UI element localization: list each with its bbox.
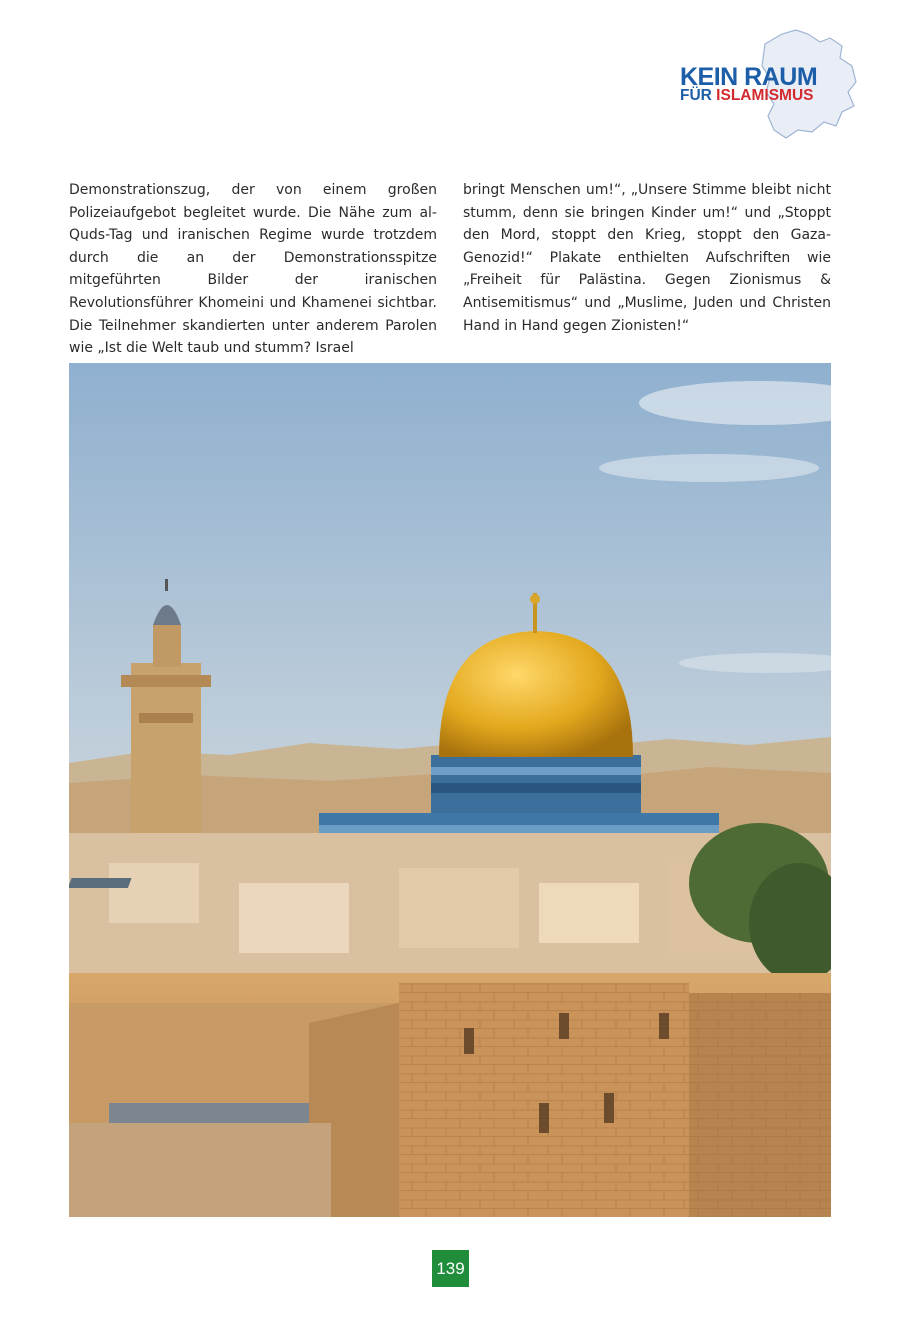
logo-kein-raum <box>670 26 870 142</box>
logo-subtitle-highlight: ISLAMISMUS <box>716 87 814 104</box>
logo-subtitle <box>680 88 813 104</box>
article-column-right: bringt Menschen um!“, „Unsere Stimme bleibt nicht stumm, denn sie bringen Kinder um!“ und „Stoppt den Mord, stoppt den Krieg, stoppt den Gaza-Genozid!“ Plakate enthielten Aufschriften wie „Freiheit für Palästina. Gegen Zionismus & Antisemitismus“ und „Muslime, Juden und Christen Hand in Hand gegen Zionisten!“ <box>463 182 831 334</box>
jerusalem-photo <box>69 363 831 1217</box>
logo-subtitle-prefix: FÜR <box>680 87 717 104</box>
article-column-left: Demonstrationszug, der von einem großen Polizeiaufgebot begleitet wurde. Die Nähe zum al-Quds-Tag und iranischen Regime wurde trotzdem durch die an der Demonstrationsspitze mitgeführten Bilder der iranischen Revolutionsführer Khomeini und Khamenei sichtbar. Die Teilnehmer skandierten unter anderem Parolen wie „Ist die Welt taub und stumm? Israel <box>69 182 437 357</box>
logo-title: KEIN RAUM <box>680 63 818 91</box>
jerusalem-skyline-illustration <box>69 363 831 1217</box>
page-number-badge: 139 <box>432 1250 469 1287</box>
